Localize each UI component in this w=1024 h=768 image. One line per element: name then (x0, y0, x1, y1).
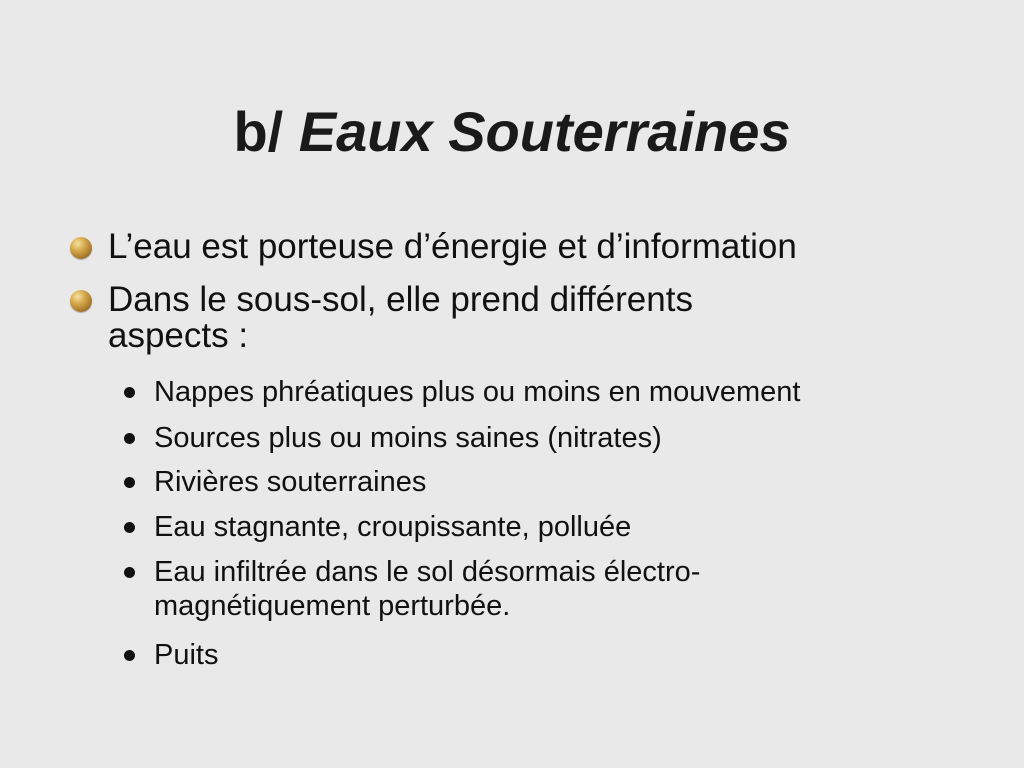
bullet-item: Dans le sous-sol, elle prend différents aspects : (108, 280, 693, 355)
sub-bullet-item: Sources plus ou moins saines (nitrates) (154, 422, 662, 454)
sub-bullet-item: Puits (154, 639, 219, 671)
title-prefix: b/ (233, 100, 284, 163)
sub-bullet-item: Eau infiltrée dans le sol désormais électro-magnétiquement perturbée. (154, 556, 701, 622)
sub-bullet-item: Nappes phréatiques plus ou moins en mouvement (154, 376, 801, 408)
round-dot-bullet-icon (124, 433, 135, 444)
sub-bullet-item: Rivières souterraines (154, 466, 427, 498)
title-main: Eaux Souterraines (298, 100, 791, 163)
round-dot-bullet-icon (124, 567, 135, 578)
round-dot-bullet-icon (124, 650, 135, 661)
bullet-item: L’eau est porteuse d’énergie et d’information (108, 227, 797, 266)
round-dot-bullet-icon (124, 477, 135, 488)
round-dot-bullet-icon (124, 522, 135, 533)
sub-bullet-item: Eau stagnante, croupissante, polluée (154, 511, 632, 543)
round-dot-bullet-icon (124, 387, 135, 398)
gold-ball-bullet-icon (70, 237, 92, 259)
slide-title (0, 96, 1024, 168)
gold-ball-bullet-icon (70, 290, 92, 312)
